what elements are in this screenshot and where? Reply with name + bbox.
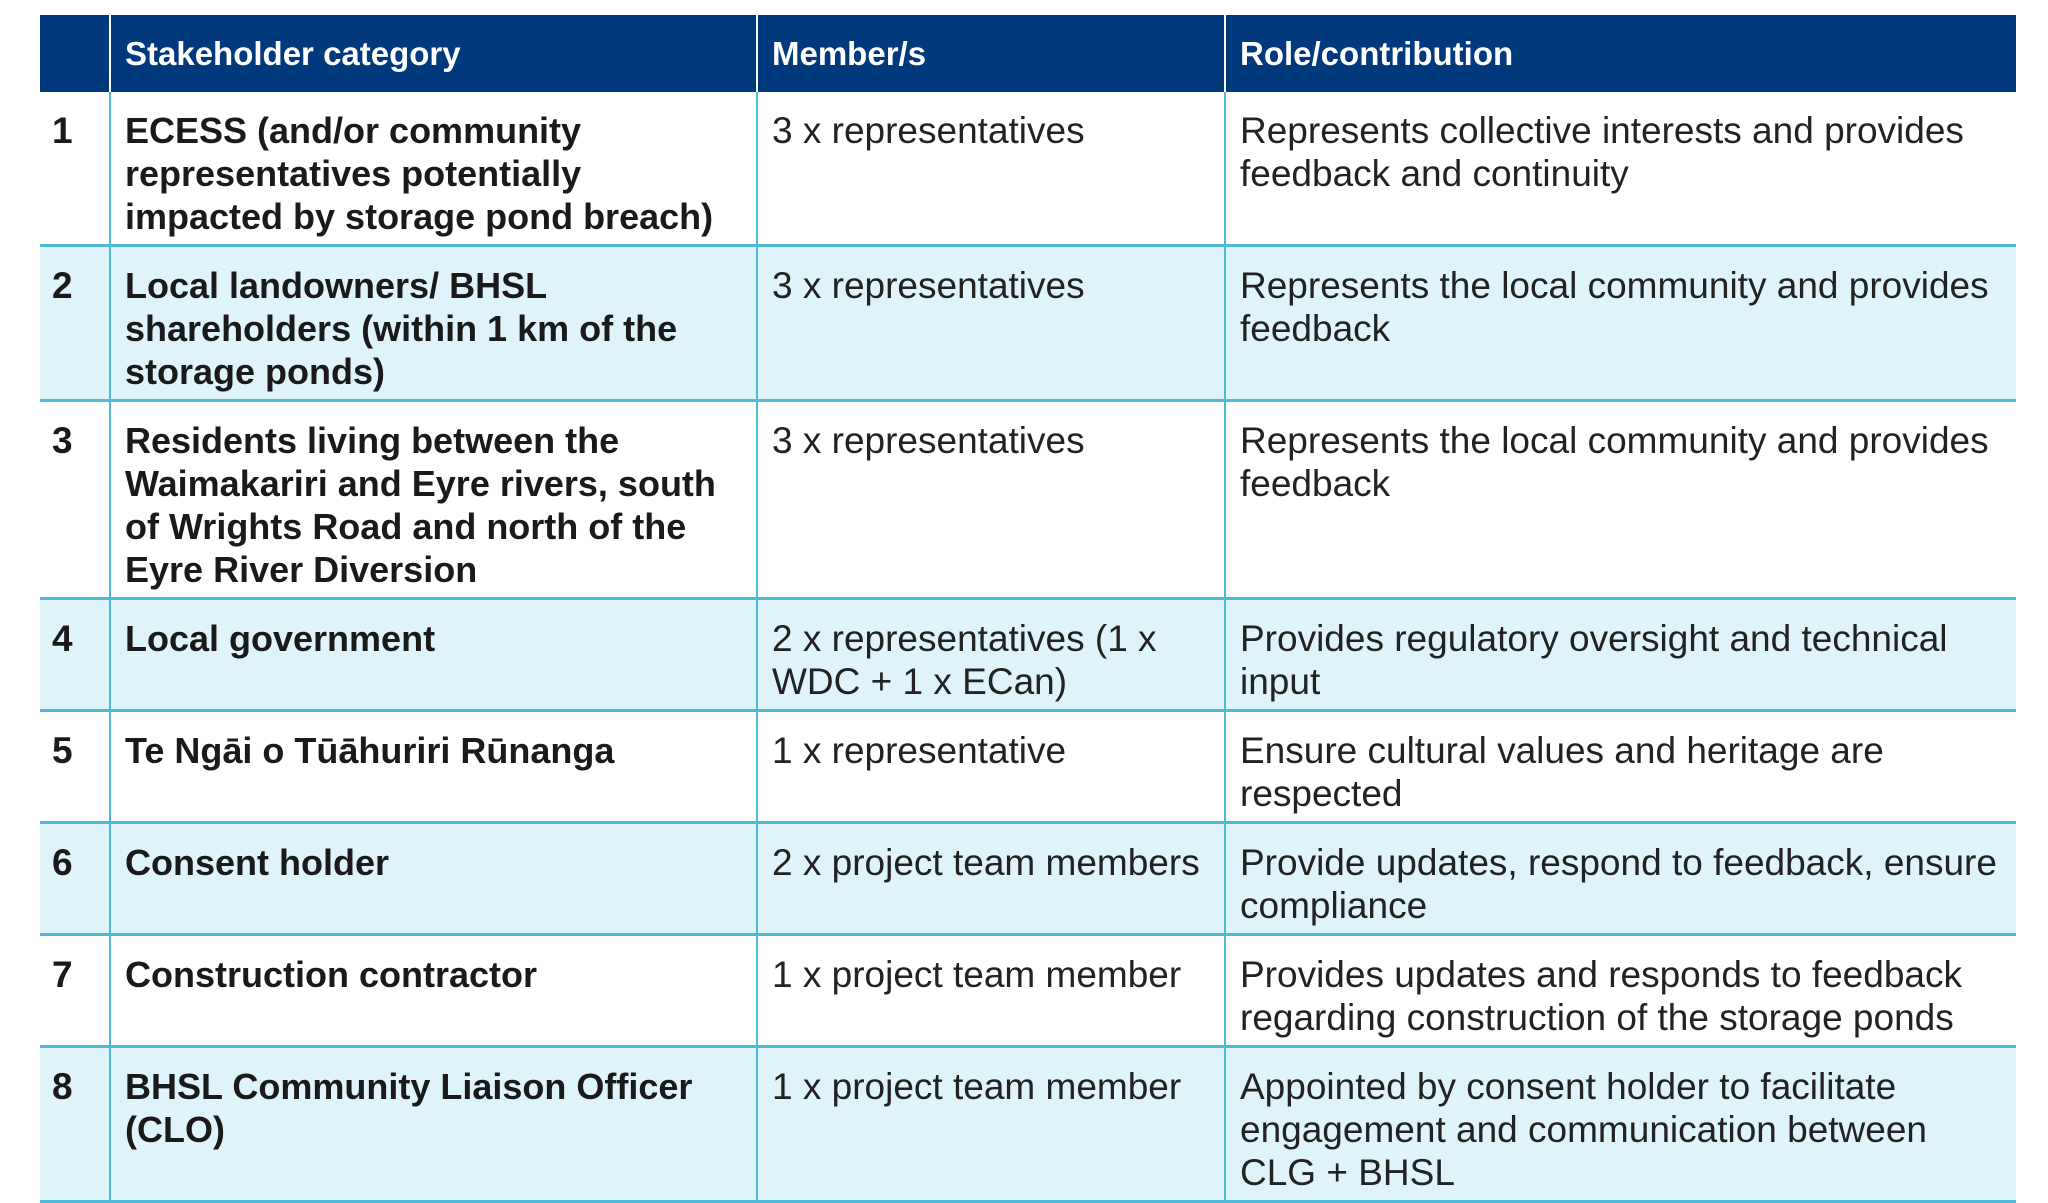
table-row [40,92,2016,246]
members-cell: 3 x representatives [757,246,1225,401]
role-cell: Ensure cultural values and heritage are respected [1225,711,2016,823]
table-header [40,15,2016,92]
stakeholder-table-container [40,15,2016,1203]
table-row [40,935,2016,1047]
row-number: 2 [40,246,110,401]
members-cell: 1 x project team member [757,1047,1225,1202]
stakeholder-category-cell: Te Ngāi o Tūāhuriri Rūnanga [110,711,757,823]
role-cell: Represents the local community and provides feedback [1225,246,2016,401]
table-row [40,823,2016,935]
table-row [40,711,2016,823]
row-number: 8 [40,1047,110,1202]
row-number: 6 [40,823,110,935]
role-cell: Represents collective interests and provides feedback and continuity [1225,92,2016,246]
stakeholder-category-cell: BHSL Community Liaison Officer (CLO) [110,1047,757,1202]
members-cell: 1 x project team member [757,935,1225,1047]
header-role-contribution: Role/contribution [1225,15,2016,92]
role-cell: Provides updates and responds to feedback regarding construction of the storage ponds [1225,935,2016,1047]
stakeholder-category-cell: Construction contractor [110,935,757,1047]
table-row [40,1047,2016,1202]
table-body [40,92,2016,1202]
members-cell: 2 x project team members [757,823,1225,935]
row-number: 1 [40,92,110,246]
header-members: Member/s [757,15,1225,92]
row-number: 5 [40,711,110,823]
header-number [40,15,110,92]
row-number: 7 [40,935,110,1047]
table-row [40,246,2016,401]
role-cell: Appointed by consent holder to facilitate engagement and communication between CLG + BHSL [1225,1047,2016,1202]
stakeholder-category-cell: Local government [110,599,757,711]
role-cell: Provide updates, respond to feedback, ensure compliance [1225,823,2016,935]
header-row [40,15,2016,92]
table-row [40,401,2016,599]
members-cell: 2 x representatives (1 x WDC + 1 x ECan) [757,599,1225,711]
members-cell: 3 x representatives [757,401,1225,599]
table-row [40,599,2016,711]
row-number: 3 [40,401,110,599]
stakeholder-category-cell: ECESS (and/or community representatives potentially impacted by storage pond breach) [110,92,757,246]
stakeholder-category-cell: Local landowners/ BHSL shareholders (within 1 km of the storage ponds) [110,246,757,401]
header-stakeholder-category: Stakeholder category [110,15,757,92]
role-cell: Provides regulatory oversight and technical input [1225,599,2016,711]
stakeholder-category-cell: Consent holder [110,823,757,935]
stakeholder-category-cell: Residents living between the Waimakariri and Eyre rivers, south of Wrights Road and north of the Eyre River Diversion [110,401,757,599]
members-cell: 1 x representative [757,711,1225,823]
members-cell: 3 x representatives [757,92,1225,246]
row-number: 4 [40,599,110,711]
stakeholder-table [40,15,2016,1203]
role-cell: Represents the local community and provides feedback [1225,401,2016,599]
